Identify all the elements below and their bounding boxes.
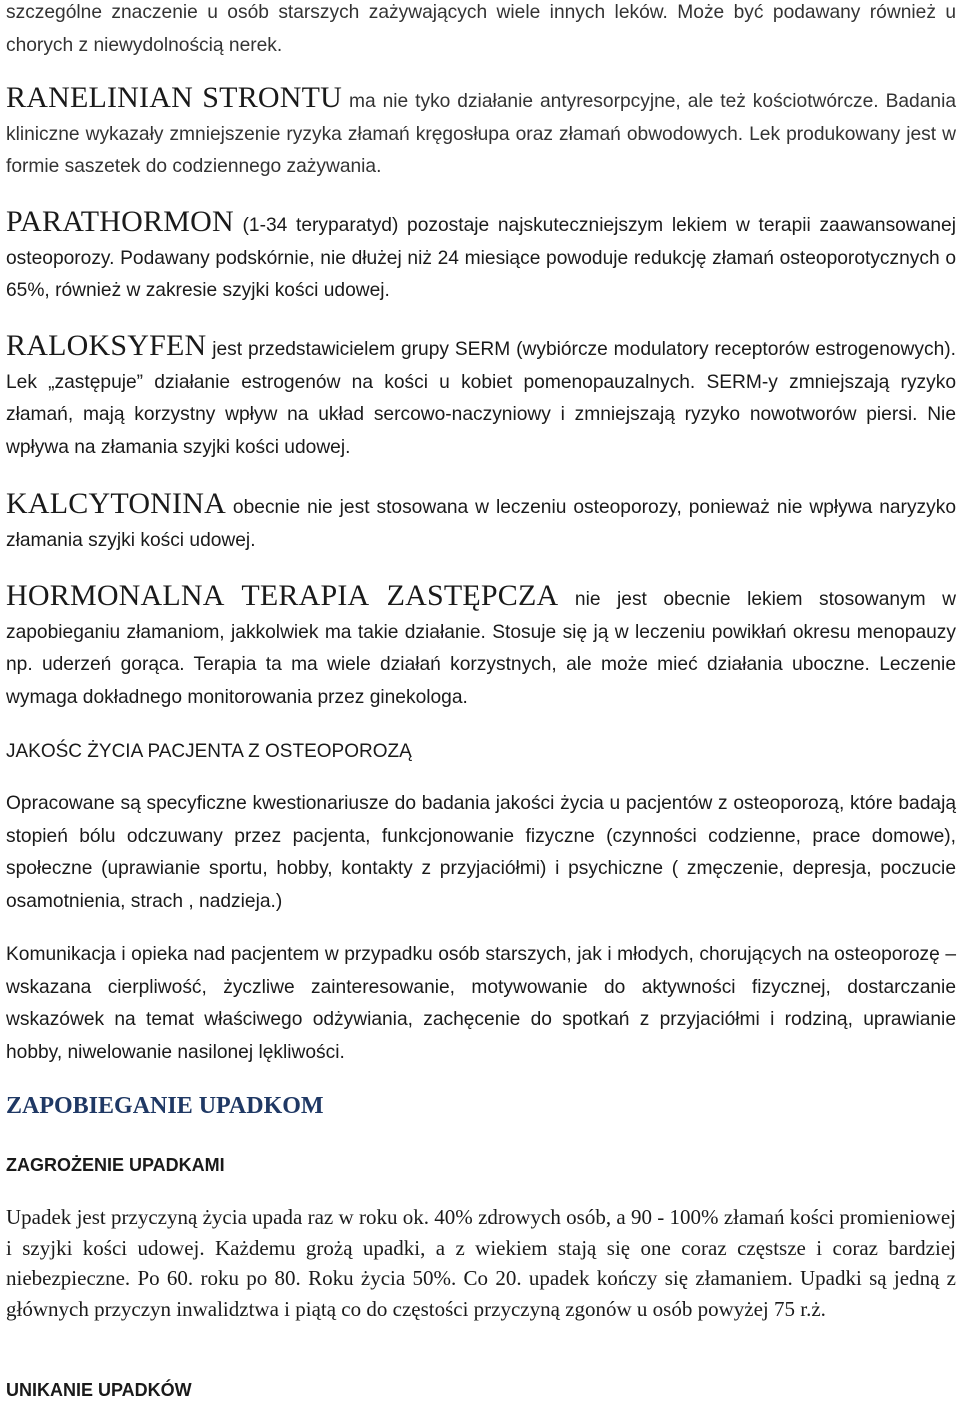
parathormon-drug-name: PARATHORMON bbox=[6, 205, 234, 238]
kalcytonina-paragraph bbox=[6, 488, 956, 557]
parathormon-paragraph bbox=[6, 206, 956, 308]
raloksyfen-paragraph bbox=[6, 330, 956, 464]
hormonalna-text: nie jest obecnie lekiem stosowanym w zapobieganiu złamaniom, jakkolwiek ma takie działanie. Stosuje się ją w leczeniu powikłań okresu menopauzy np. uderzeń gorąca. Terapia ta ma wiele działań korzystnych, ale może mieć działania uboczne. Leczenie wymaga dokładnego monitorowania przez ginekologa. bbox=[6, 589, 956, 708]
kalcytonina-text: obecnie nie jest stosowana w leczeniu osteoporozy, ponieważ nie wpływa naryzyko złamania szyjki kości udowej. bbox=[6, 497, 956, 551]
hormonalna-drug-name: HORMONALNA TERAPIA ZASTĘPCZA bbox=[6, 579, 559, 612]
parathormon-text: (1-34 teryparatyd) pozostaje najskuteczniejszym lekiem w terapii zaawansowanej osteoporozy. Podawany podskórnie, nie dłużej niż 24 miesiące powoduje redukcję złamań osteoporotycznych o 65%, również w zakresie szyjki kości udowej. bbox=[6, 215, 956, 301]
quality-of-life-text: Opracowane są specyficzne kwestionariusze do badania jakości życia u pacjentów z osteoporozą, które badają stopień bólu odczuwany przez pacjenta, funkcjonowanie fizyczne (czynności codzienne, prace domowe), społeczne (uprawianie sportu, hobby, kontakty z przyjaciółmi) i psychiczne ( zmęczenie, depresja, poczucie osamotnienia, strach , nadzieja.) bbox=[6, 793, 956, 912]
quality-of-life-heading: JAKOŚC ŻYCIA PACJENTA Z OSTEOPOROZĄ bbox=[6, 741, 412, 762]
threat-text: Upadek jest przyczyną życia upada raz w roku ok. 40% zdrowych osób, a 90 - 100% złamań kości promieniowej i szyjki kości udowej. Każdemu grożą upadki, a z wiekiem stają się one coraz częstsze i coraz bardziej niebezpieczne. Po 60. roku po 80. Roku życia 50%. Co 20. upadek kończy się złamaniem. Upadki są jedną z głównych przyczyn inwalidztwa i piątą co do częstości przyczyną zgonów u osób powyżej 75 r.ż. bbox=[6, 1205, 956, 1321]
ranelinian-text: ma nie tyko działanie antyresorpcyjne, ale też kościotwórcze. Badania kliniczne wykazały zmniejszenie ryzyka złamań kręgosłupa oraz złamań obwodowych. Lek produkowany jest w formie saszetek do codziennego zażywania. bbox=[6, 91, 956, 177]
raloksyfen-text: jest przedstawicielem grupy SERM (wybiórcze modulatory receptorów estrogenowych). Lek „zastępuje” działanie estrogenów na kości u kobiet pomenopauzalnych. SERM-y zmniejszają ryzyko złamań, mają korzystny wpływ na układ sercowo-naczyniowy i zmniejszają ryzyko nowotworów piersi. Nie wpływa na złamania szyjki kości udowej. bbox=[6, 339, 956, 458]
raloksyfen-drug-name: RALOKSYFEN bbox=[6, 329, 207, 362]
intro-text: szczególne znaczenie u osób starszych zażywających wiele innych leków. Może być podawany również u chorych z niewydolnością nerek. bbox=[6, 2, 956, 56]
threat-paragraph bbox=[6, 1202, 956, 1324]
quality-of-life-paragraph bbox=[6, 788, 956, 918]
ranelinian-drug-name: RANELINIAN STRONTU bbox=[6, 81, 343, 114]
avoid-falls-heading: UNIKANIE UPADKÓW bbox=[6, 1380, 192, 1400]
threat-heading: ZAGROŻENIE UPADKAMI bbox=[6, 1155, 225, 1175]
intro-paragraph bbox=[6, 0, 956, 62]
prevention-heading: ZAPOBIEGANIE UPADKOM bbox=[6, 1093, 324, 1119]
communication-paragraph bbox=[6, 939, 956, 1069]
kalcytonina-drug-name: KALCYTONINA bbox=[6, 487, 226, 520]
ranelinian-paragraph bbox=[6, 82, 956, 184]
hormonalna-paragraph bbox=[6, 580, 956, 714]
communication-text: Komunikacja i opieka nad pacjentem w przypadku osób starszych, jak i młodych, chorujących na osteoporozę – wskazana cierpliwość, życzliwe zainteresowanie, motywowanie do aktywności fizycznej, dostarczanie wskazówek na temat właściwego odżywiania, zachęcenie do spotkań z przyjaciółmi i rodziną, uprawianie hobby, niwelowanie nasilonej lękliwości. bbox=[6, 944, 956, 1063]
